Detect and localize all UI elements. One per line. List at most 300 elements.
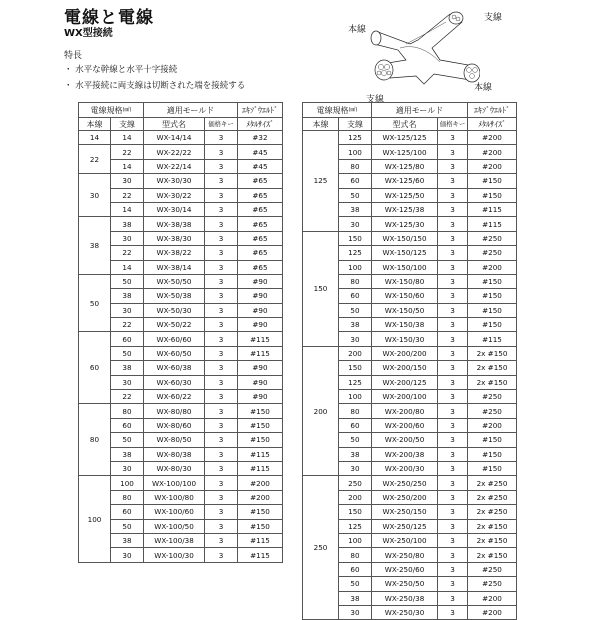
feature-item-2: ・ 水平接続に両支線は切断された端を接続する [64,81,246,91]
branch-cell: 150 [339,505,372,519]
metal-size-cell: #200 [468,418,517,432]
branch-cell: 30 [339,332,372,346]
model-cell: WX-200/200 [372,346,438,360]
model-cell: WX-125/50 [372,188,438,202]
branch-cell: 30 [111,375,144,389]
branch-cell: 80 [339,404,372,418]
branch-cell: 125 [339,246,372,260]
metal-size-cell: #200 [468,131,517,145]
model-cell: WX-100/50 [144,519,205,533]
metal-size-cell: #115 [468,332,517,346]
branch-cell: 60 [339,562,372,576]
model-cell: WX-38/30 [144,231,205,245]
model-cell: WX-30/22 [144,188,205,202]
price-key-cell: 3 [205,231,238,245]
price-key-cell: 3 [205,418,238,432]
price-key-cell: 3 [438,461,468,475]
header-model: 型式名 [144,118,205,131]
price-key-cell: 3 [438,346,468,360]
branch-cell: 125 [339,519,372,533]
metal-size-cell: #150 [238,418,283,432]
label-main-line: 本線 [348,25,367,35]
branch-cell: 30 [339,605,372,619]
model-cell: WX-150/50 [372,303,438,317]
model-cell: WX-60/60 [144,332,205,346]
model-cell: WX-200/100 [372,390,438,404]
branch-cell: 125 [339,131,372,145]
price-key-cell: 3 [205,332,238,346]
model-cell: WX-100/60 [144,505,205,519]
metal-size-cell: #90 [238,375,283,389]
price-key-cell: 3 [438,159,468,173]
branch-cell: 14 [111,159,144,173]
metal-size-cell: #250 [468,404,517,418]
metal-size-cell: 2x #150 [468,361,517,375]
branch-cell: 50 [339,188,372,202]
branch-cell: 60 [111,332,144,346]
wx-connector-illustration [370,4,480,90]
model-cell: WX-125/100 [372,145,438,159]
model-cell: WX-250/150 [372,505,438,519]
model-cell: WX-150/150 [372,231,438,245]
price-key-cell: 3 [438,318,468,332]
branch-cell: 100 [339,145,372,159]
header-mold: 適用モールド [372,103,468,118]
metal-size-cell: #90 [238,390,283,404]
table-row [303,346,517,360]
branch-cell: 38 [339,318,372,332]
main-line-cell: 200 [303,346,339,476]
price-key-cell: 3 [438,533,468,547]
price-key-cell: 3 [438,303,468,317]
metal-size-cell: #90 [238,289,283,303]
price-key-cell: 3 [438,476,468,490]
table-row [79,274,283,288]
price-key-cell: 3 [205,519,238,533]
main-line-cell: 100 [79,476,111,562]
model-cell: WX-50/30 [144,303,205,317]
model-cell: WX-60/22 [144,390,205,404]
price-key-cell: 3 [205,303,238,317]
branch-cell: 14 [111,202,144,216]
model-cell: WX-150/60 [372,289,438,303]
price-key-cell: 3 [205,145,238,159]
branch-cell: 80 [339,548,372,562]
branch-cell: 38 [111,289,144,303]
branch-cell: 38 [111,447,144,461]
model-cell: WX-30/14 [144,202,205,216]
price-key-cell: 3 [438,390,468,404]
price-key-cell: 3 [438,246,468,260]
model-cell: WX-200/150 [372,361,438,375]
branch-cell: 100 [339,260,372,274]
metal-size-cell: #65 [238,231,283,245]
metal-size-cell: #90 [238,303,283,317]
metal-size-cell: #65 [238,260,283,274]
price-key-cell: 3 [205,131,238,145]
metal-size-cell: #200 [468,145,517,159]
header-wire-spec: 電線規格(㎟) [79,103,144,118]
model-cell: WX-80/50 [144,433,205,447]
price-key-cell: 3 [205,404,238,418]
branch-cell: 30 [111,303,144,317]
metal-size-cell: #150 [238,433,283,447]
price-key-cell: 3 [205,375,238,389]
metal-size-cell: #150 [238,519,283,533]
branch-cell: 30 [111,548,144,562]
model-cell: WX-250/125 [372,519,438,533]
main-line-cell: 30 [79,174,111,217]
price-key-cell: 3 [438,577,468,591]
model-cell: WX-150/125 [372,246,438,260]
metal-size-cell: #90 [238,361,283,375]
branch-cell: 22 [111,145,144,159]
model-cell: WX-22/14 [144,159,205,173]
branch-cell: 50 [111,519,144,533]
model-cell: WX-100/30 [144,548,205,562]
price-key-cell: 3 [438,274,468,288]
metal-size-cell: #200 [468,260,517,274]
table-row [79,131,283,145]
model-cell: WX-80/60 [144,418,205,432]
header-branch: 支線 [339,118,372,131]
main-line-cell: 60 [79,332,111,404]
model-cell: WX-22/22 [144,145,205,159]
branch-cell: 22 [111,390,144,404]
branch-cell: 22 [111,246,144,260]
page-title: 電線と電線 [64,8,154,28]
price-key-cell: 3 [205,361,238,375]
table-row [303,476,517,490]
model-cell: WX-50/50 [144,274,205,288]
branch-cell: 38 [111,217,144,231]
metal-size-cell: #115 [238,548,283,562]
metal-size-cell: 2x #150 [468,346,517,360]
model-cell: WX-100/100 [144,476,205,490]
price-key-cell: 3 [438,605,468,619]
metal-size-cell: #200 [238,490,283,504]
branch-cell: 100 [339,390,372,404]
price-key-cell: 3 [438,217,468,231]
model-cell: WX-250/30 [372,605,438,619]
price-key-cell: 3 [205,202,238,216]
metal-size-cell: #150 [468,303,517,317]
header-branch: 支線 [111,118,144,131]
model-cell: WX-125/60 [372,174,438,188]
price-key-cell: 3 [438,490,468,504]
table-row [79,145,283,159]
metal-size-cell: 2x #250 [468,476,517,490]
price-key-cell: 3 [205,346,238,360]
model-cell: WX-125/125 [372,131,438,145]
model-cell: WX-150/30 [372,332,438,346]
header-price-key: 価格キー [205,118,238,131]
page-subtitle: WX型接続 [64,28,113,39]
metal-size-cell: #150 [468,174,517,188]
price-key-cell: 3 [438,562,468,576]
header-metal-size: ﾒﾀﾙｻｲｽﾞ [468,118,517,131]
price-key-cell: 3 [205,217,238,231]
header-wire-spec: 電線規格(㎟) [303,103,372,118]
metal-size-cell: 2x #150 [468,548,517,562]
metal-size-cell: #150 [468,318,517,332]
price-key-cell: 3 [205,318,238,332]
branch-cell: 80 [339,159,372,173]
model-cell: WX-150/100 [372,260,438,274]
branch-cell: 50 [111,274,144,288]
price-key-cell: 3 [438,591,468,605]
branch-cell: 60 [339,418,372,432]
metal-size-cell: #150 [468,274,517,288]
header-model: 型式名 [372,118,438,131]
model-cell: WX-200/60 [372,418,438,432]
metal-size-cell: #90 [238,318,283,332]
price-key-cell: 3 [205,461,238,475]
branch-cell: 38 [339,591,372,605]
model-cell: WX-125/80 [372,159,438,173]
branch-cell: 60 [339,174,372,188]
branch-cell: 38 [339,447,372,461]
branch-cell: 150 [339,231,372,245]
header-weld: ｴｷｿﾞｳｴﾙﾄﾞ [238,103,283,118]
model-cell: WX-200/38 [372,447,438,461]
model-cell: WX-60/38 [144,361,205,375]
branch-cell: 200 [339,490,372,504]
metal-size-cell: #65 [238,202,283,216]
metal-size-cell: #150 [468,433,517,447]
model-cell: WX-14/14 [144,131,205,145]
price-key-cell: 3 [438,361,468,375]
metal-size-cell: #32 [238,131,283,145]
branch-cell: 38 [339,202,372,216]
metal-size-cell: #200 [238,476,283,490]
model-cell: WX-125/30 [372,217,438,231]
branch-cell: 200 [339,346,372,360]
metal-size-cell: #115 [468,202,517,216]
price-key-cell: 3 [205,533,238,547]
spec-table-left [78,102,283,563]
price-key-cell: 3 [205,188,238,202]
header-mold: 適用モールド [144,103,238,118]
main-line-cell: 125 [303,131,339,232]
header-metal-size: ﾒﾀﾙｻｲｽﾞ [238,118,283,131]
label-branch-line: 支線 [484,13,503,23]
features-heading: 特長 [64,51,83,61]
metal-size-cell: #65 [238,246,283,260]
model-cell: WX-80/30 [144,461,205,475]
branch-cell: 50 [339,433,372,447]
metal-size-cell: #115 [238,533,283,547]
branch-cell: 30 [111,461,144,475]
metal-size-cell: #250 [468,231,517,245]
metal-size-cell: 2x #250 [468,490,517,504]
price-key-cell: 3 [438,375,468,389]
model-cell: WX-250/200 [372,490,438,504]
model-cell: WX-250/60 [372,562,438,576]
table-row [79,404,283,418]
metal-size-cell: #250 [468,562,517,576]
metal-size-cell: #90 [238,274,283,288]
model-cell: WX-60/30 [144,375,205,389]
branch-cell: 50 [111,433,144,447]
table-row [303,231,517,245]
header-main: 本線 [79,118,111,131]
price-key-cell: 3 [438,231,468,245]
model-cell: WX-50/22 [144,318,205,332]
branch-cell: 60 [111,418,144,432]
metal-size-cell: #45 [238,159,283,173]
price-key-cell: 3 [205,390,238,404]
metal-size-cell: #200 [468,591,517,605]
price-key-cell: 3 [438,131,468,145]
price-key-cell: 3 [205,490,238,504]
header-main: 本線 [303,118,339,131]
price-key-cell: 3 [438,505,468,519]
metal-size-cell: #115 [238,447,283,461]
price-key-cell: 3 [438,519,468,533]
price-key-cell: 3 [205,274,238,288]
branch-cell: 50 [339,577,372,591]
branch-cell: 14 [111,131,144,145]
label-branch-line-bottom: 支線 [366,95,385,105]
price-key-cell: 3 [205,174,238,188]
branch-cell: 14 [111,260,144,274]
branch-cell: 30 [339,217,372,231]
branch-cell: 22 [111,318,144,332]
branch-cell: 250 [339,476,372,490]
price-key-cell: 3 [205,433,238,447]
metal-size-cell: #150 [468,289,517,303]
metal-size-cell: #150 [468,447,517,461]
metal-size-cell: 2x #150 [468,519,517,533]
metal-size-cell: #65 [238,174,283,188]
model-cell: WX-200/50 [372,433,438,447]
price-key-cell: 3 [438,447,468,461]
spec-table-right [302,102,517,620]
model-cell: WX-100/80 [144,490,205,504]
label-main-line-bottom: 本線 [474,83,493,93]
price-key-cell: 3 [438,145,468,159]
table-row [79,174,283,188]
price-key-cell: 3 [205,260,238,274]
metal-size-cell: #115 [238,461,283,475]
metal-size-cell: #115 [238,346,283,360]
branch-cell: 125 [339,375,372,389]
branch-cell: 38 [111,361,144,375]
metal-size-cell: #250 [468,577,517,591]
branch-cell: 80 [111,404,144,418]
model-cell: WX-250/100 [372,533,438,547]
metal-size-cell: #200 [468,605,517,619]
metal-size-cell: #150 [468,461,517,475]
branch-cell: 150 [339,361,372,375]
main-line-cell: 50 [79,274,111,332]
metal-size-cell: #200 [468,159,517,173]
metal-size-cell: #150 [238,404,283,418]
price-key-cell: 3 [205,246,238,260]
model-cell: WX-38/14 [144,260,205,274]
metal-size-cell: #65 [238,217,283,231]
metal-size-cell: 2x #250 [468,505,517,519]
model-cell: WX-38/22 [144,246,205,260]
model-cell: WX-38/38 [144,217,205,231]
branch-cell: 38 [111,533,144,547]
main-line-cell: 22 [79,145,111,174]
price-key-cell: 3 [205,447,238,461]
main-line-cell: 150 [303,231,339,346]
price-key-cell: 3 [438,289,468,303]
price-key-cell: 3 [438,332,468,346]
metal-size-cell: 2x #150 [468,375,517,389]
main-line-cell: 250 [303,476,339,620]
header-weld: ｴｷｿﾞｳｴﾙﾄﾞ [468,103,517,118]
price-key-cell: 3 [205,476,238,490]
branch-cell: 80 [339,274,372,288]
price-key-cell: 3 [438,260,468,274]
model-cell: WX-200/125 [372,375,438,389]
price-key-cell: 3 [205,548,238,562]
metal-size-cell: #65 [238,188,283,202]
model-cell: WX-125/38 [372,202,438,216]
header-price-key: 価格キー [438,118,468,131]
price-key-cell: 3 [205,289,238,303]
branch-cell: 30 [339,461,372,475]
price-key-cell: 3 [438,188,468,202]
branch-cell: 100 [339,533,372,547]
model-cell: WX-250/80 [372,548,438,562]
model-cell: WX-30/30 [144,174,205,188]
feature-item-1: ・ 水平な幹線と水平十字接続 [64,65,178,75]
model-cell: WX-200/80 [372,404,438,418]
model-cell: WX-200/30 [372,461,438,475]
metal-size-cell: #115 [468,217,517,231]
metal-size-cell: #115 [238,332,283,346]
metal-size-cell: #250 [468,246,517,260]
table-row [79,476,283,490]
branch-cell: 22 [111,188,144,202]
branch-cell: 80 [111,490,144,504]
branch-cell: 60 [339,289,372,303]
branch-cell: 30 [111,174,144,188]
model-cell: WX-150/80 [372,274,438,288]
price-key-cell: 3 [438,433,468,447]
table-row [79,217,283,231]
model-cell: WX-250/250 [372,476,438,490]
main-line-cell: 80 [79,404,111,476]
metal-size-cell: 2x #150 [468,533,517,547]
metal-size-cell: #45 [238,145,283,159]
price-key-cell: 3 [205,505,238,519]
table-row [303,131,517,145]
model-cell: WX-80/80 [144,404,205,418]
model-cell: WX-50/38 [144,289,205,303]
price-key-cell: 3 [438,418,468,432]
table-row [79,332,283,346]
metal-size-cell: #150 [238,505,283,519]
branch-cell: 50 [111,346,144,360]
branch-cell: 100 [111,476,144,490]
main-line-cell: 14 [79,131,111,145]
branch-cell: 60 [111,505,144,519]
price-key-cell: 3 [438,548,468,562]
metal-size-cell: #150 [468,188,517,202]
model-cell: WX-60/50 [144,346,205,360]
metal-size-cell: #250 [468,390,517,404]
branch-cell: 30 [111,231,144,245]
main-line-cell: 38 [79,217,111,275]
model-cell: WX-250/50 [372,577,438,591]
price-key-cell: 3 [438,174,468,188]
